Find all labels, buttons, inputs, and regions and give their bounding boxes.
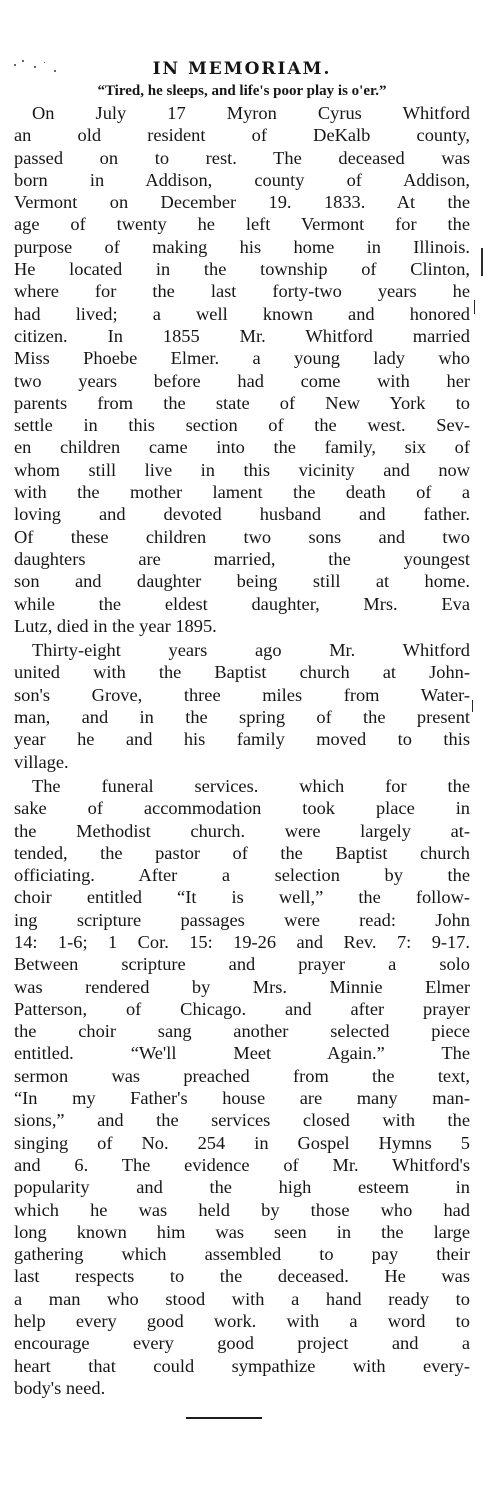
article-epigraph: “Tired, he sleeps, and life's poor play is o'er.”: [97, 83, 387, 99]
text-line: On July 17 Myron Cyrus Whitford: [32, 103, 470, 123]
column-rule: [472, 700, 473, 712]
text-line: 14: 1-6; 1 Cor. 15: 19-26 and Rev. 7: 9-17.: [14, 931, 470, 952]
column-rule: [481, 248, 483, 276]
article-headline: IN MEMORIAM.: [152, 59, 332, 79]
text-line: He located in the township of Clinton,: [14, 259, 470, 280]
text-line: age of twenty he left Vermont for the: [14, 214, 470, 235]
text-line: with the mother lament the death of a: [14, 482, 470, 503]
text-line: daughters are married, the youngest: [14, 548, 470, 569]
text-line: Of these children two sons and two: [14, 526, 470, 547]
closing-rule: [186, 1417, 262, 1419]
text-line: sake of accommodation took place in: [14, 798, 470, 819]
text-line: son's Grove, three miles from Water-: [14, 684, 470, 705]
text-line: help every good work. with a word to: [14, 1311, 470, 1332]
text-line: while the eldest daughter, Mrs. Eva: [14, 593, 470, 614]
text-line: settle in this section of the west. Sev-: [14, 415, 470, 436]
text-line: Lutz, died in the year 1895.: [14, 615, 217, 636]
text-line: passed on to rest. The deceased was: [14, 147, 470, 168]
text-line: which he was held by those who had: [14, 1199, 470, 1220]
column-rule: [474, 300, 475, 314]
text-line: the choir sang another selected piece: [14, 1021, 470, 1042]
text-line: year he and his family moved to this: [14, 729, 470, 750]
text-line: loving and devoted husband and father.: [14, 504, 470, 525]
text-line: officiating. After a selection by the: [14, 865, 470, 886]
text-line: The funeral services. which for the: [32, 775, 470, 796]
text-line: man, and in the spring of the present: [14, 707, 470, 728]
text-line: popularity and the high esteem in: [14, 1177, 470, 1198]
text-line: where for the last forty-two years he: [14, 281, 470, 302]
text-line: sermon was preached from the text,: [14, 1065, 470, 1086]
text-line: and 6. The evidence of Mr. Whitford's: [14, 1154, 470, 1175]
text-line: whom still live in this vicinity and now: [14, 459, 470, 480]
text-line: heart that could sympathize with every-: [14, 1355, 470, 1376]
text-line: born in Addison, county of Addison,: [14, 169, 470, 190]
text-line: encourage every good project and a: [14, 1333, 470, 1354]
text-line: the Methodist church. were largely at-: [14, 820, 470, 841]
text-line: two years before had come with her: [14, 370, 470, 391]
text-line: body's need.: [14, 1377, 106, 1398]
text-line: had lived; a well known and honored: [14, 303, 470, 324]
text-line: entitled. “We'll Meet Again.” The: [14, 1043, 470, 1064]
text-line: an old resident of DeKalb county,: [14, 125, 470, 146]
article-paragraph: [14, 775, 470, 1399]
text-line: was rendered by Mrs. Minnie Elmer: [14, 976, 470, 997]
text-line: Between scripture and prayer a solo: [14, 954, 470, 975]
article-paragraph: [14, 102, 470, 637]
text-line: citizen. In 1855 Mr. Whitford married: [14, 325, 470, 346]
article-body: [14, 102, 470, 1399]
article-paragraph: [14, 639, 470, 773]
text-line: purpose of making his home in Illinois.: [14, 236, 470, 257]
text-line: choir entitled “It is well,” the follow-: [14, 887, 470, 908]
text-line: sions,” and the services closed with the: [14, 1110, 470, 1131]
text-line: Vermont on December 19. 1833. At the: [14, 192, 470, 213]
text-line: singing of No. 254 in Gospel Hymns 5: [14, 1132, 470, 1153]
text-line: village.: [14, 751, 69, 772]
text-line: “In my Father's house are many man-: [14, 1088, 470, 1109]
text-line: ing scripture passages were read: John: [14, 909, 470, 930]
text-line: son and daughter being still at home.: [14, 571, 470, 592]
text-line: long known him was seen in the large: [14, 1221, 470, 1242]
text-line: parents from the state of New York to: [14, 392, 470, 413]
text-line: Miss Phoebe Elmer. a young lady who: [14, 348, 470, 369]
text-line: tended, the pastor of the Baptist church: [14, 842, 470, 863]
article-column: [14, 58, 470, 1419]
text-line: united with the Baptist church at John-: [14, 662, 470, 683]
text-line: gathering which assembled to pay their: [14, 1244, 470, 1265]
text-line: Patterson, of Chicago. and after prayer: [14, 998, 470, 1019]
text-line: Thirty-eight years ago Mr. Whitford: [32, 640, 470, 661]
text-line: last respects to the deceased. He was: [14, 1266, 470, 1287]
text-line: a man who stood with a hand ready to: [14, 1288, 470, 1309]
text-line: en children came into the family, six of: [14, 437, 470, 458]
